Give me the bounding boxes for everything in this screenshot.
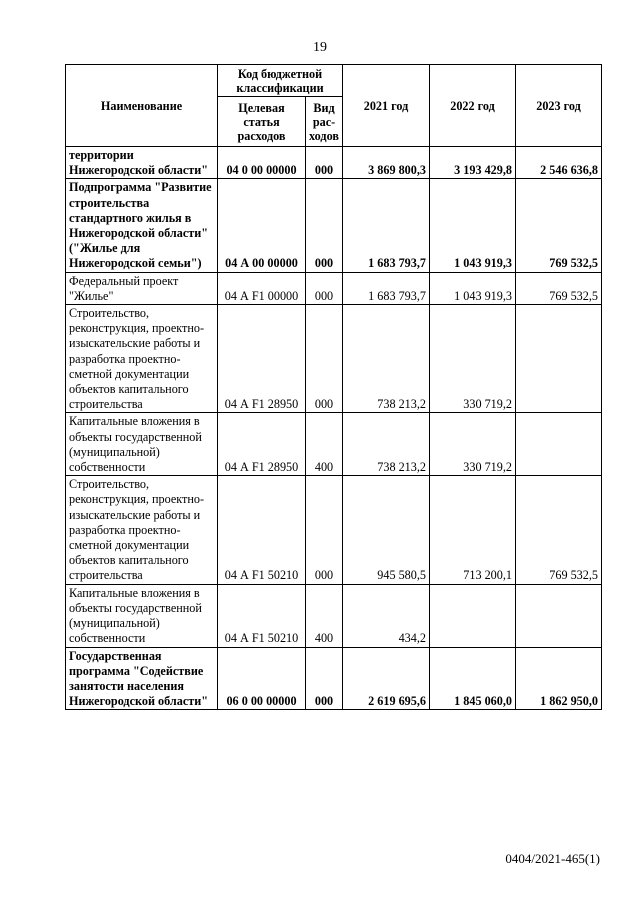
cell-name: Федеральный проект "Жилье" <box>66 272 218 304</box>
cell-expense-kind: 000 <box>306 147 343 179</box>
cell-target-article: 04 А F1 50210 <box>218 476 306 584</box>
cell-2023: 2 546 636,8 <box>516 147 602 179</box>
cell-expense-kind: 000 <box>306 647 343 710</box>
cell-2022: 1 043 919,3 <box>430 179 516 272</box>
cell-target-article: 04 А F1 28950 <box>218 305 306 413</box>
cell-2021: 738 213,2 <box>343 305 430 413</box>
cell-2023: 769 532,5 <box>516 476 602 584</box>
cell-2022: 330 719,2 <box>430 305 516 413</box>
table-row <box>66 179 602 272</box>
header-year-2023: 2023 год <box>516 65 602 147</box>
cell-2022 <box>430 584 516 647</box>
cell-2023 <box>516 413 602 476</box>
page-number: 19 <box>313 40 327 55</box>
table-header <box>66 65 602 147</box>
table-row <box>66 476 602 584</box>
table-row <box>66 647 602 710</box>
table-row <box>66 584 602 647</box>
cell-name: Капитальные вложения в объекты государственной (муниципальной) собственности <box>66 413 218 476</box>
cell-2022: 1 043 919,3 <box>430 272 516 304</box>
cell-expense-kind: 000 <box>306 179 343 272</box>
table-row <box>66 305 602 413</box>
cell-2021: 2 619 695,6 <box>343 647 430 710</box>
cell-2021: 1 683 793,7 <box>343 272 430 304</box>
cell-target-article: 06 0 00 00000 <box>218 647 306 710</box>
cell-2023 <box>516 305 602 413</box>
cell-name: Строительство, реконструкция, проектно-изыскательские работы и разработка проектно-сметной документации объектов капитального строительства <box>66 476 218 584</box>
cell-target-article: 04 0 00 00000 <box>218 147 306 179</box>
table-body <box>66 147 602 710</box>
cell-name: территории Нижегородской области" <box>66 147 218 179</box>
cell-2023: 769 532,5 <box>516 179 602 272</box>
table-row <box>66 147 602 179</box>
cell-2021: 945 580,5 <box>343 476 430 584</box>
table-row <box>66 272 602 304</box>
cell-expense-kind: 000 <box>306 476 343 584</box>
cell-target-article: 04 А 00 00000 <box>218 179 306 272</box>
cell-2021: 434,2 <box>343 584 430 647</box>
header-name: Наименование <box>66 65 218 147</box>
cell-expense-kind: 000 <box>306 305 343 413</box>
cell-name: Государственная программа "Содействие занятости населения Нижегородской области" <box>66 647 218 710</box>
cell-2022: 330 719,2 <box>430 413 516 476</box>
cell-2022: 1 845 060,0 <box>430 647 516 710</box>
budget-table <box>65 64 602 710</box>
cell-2021: 738 213,2 <box>343 413 430 476</box>
cell-target-article: 04 А F1 50210 <box>218 584 306 647</box>
cell-name: Строительство, реконструкция, проектно-изыскательские работы и разработка проектно-сметной документации объектов капитального строительства <box>66 305 218 413</box>
header-year-2022: 2022 год <box>430 65 516 147</box>
cell-2021: 1 683 793,7 <box>343 179 430 272</box>
cell-2023: 1 862 950,0 <box>516 647 602 710</box>
cell-name: Капитальные вложения в объекты государственной (муниципальной) собственности <box>66 584 218 647</box>
header-expense-kind: Вид рас-ходов <box>306 97 343 147</box>
cell-2021: 3 869 800,3 <box>343 147 430 179</box>
cell-target-article: 04 А F1 00000 <box>218 272 306 304</box>
cell-2022: 3 193 429,8 <box>430 147 516 179</box>
cell-target-article: 04 А F1 28950 <box>218 413 306 476</box>
header-year-2021: 2021 год <box>343 65 430 147</box>
header-budget-code: Код бюджетной классификации <box>218 65 343 97</box>
cell-2022: 713 200,1 <box>430 476 516 584</box>
header-target-article: Целевая статья расходов <box>218 97 306 147</box>
cell-name: Подпрограмма "Развитие строительства стандартного жилья в Нижегородской области" ("Жилье для Нижегородской семьи") <box>66 179 218 272</box>
table-row <box>66 413 602 476</box>
cell-expense-kind: 000 <box>306 272 343 304</box>
cell-2023: 769 532,5 <box>516 272 602 304</box>
cell-expense-kind: 400 <box>306 584 343 647</box>
cell-expense-kind: 400 <box>306 413 343 476</box>
cell-2023 <box>516 584 602 647</box>
document-code: 0404/2021-465(1) <box>505 851 600 866</box>
